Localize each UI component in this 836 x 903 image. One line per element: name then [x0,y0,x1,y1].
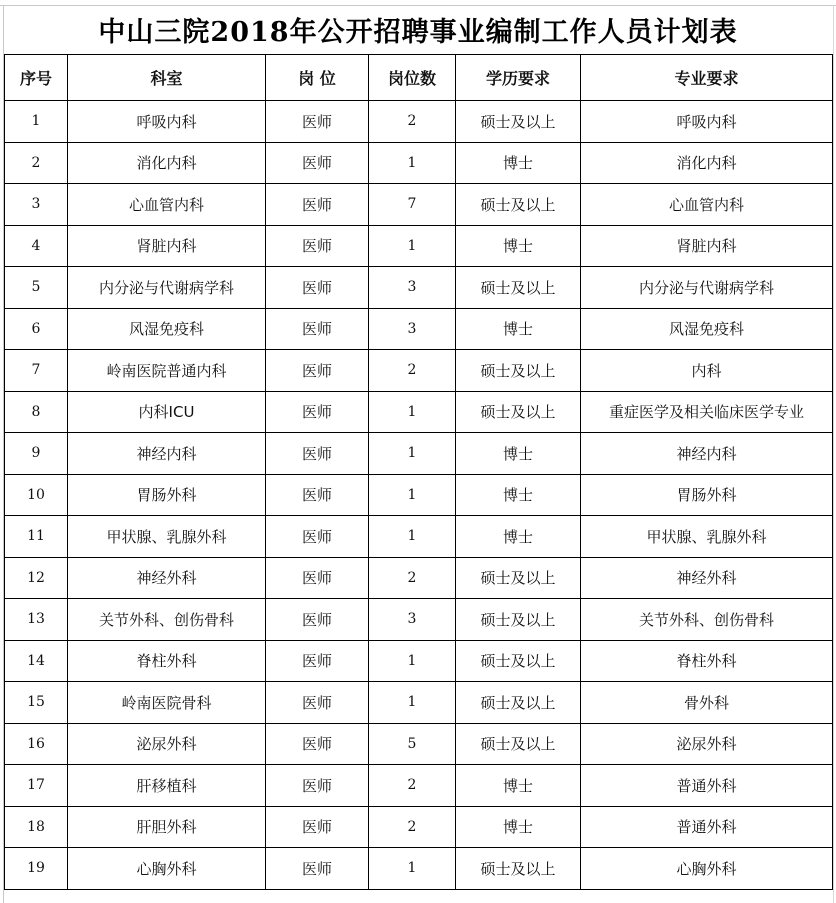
cell-dept[interactable]: 甲状腺、乳腺外科 [68,516,266,558]
cell-count[interactable]: 1 [369,682,456,724]
cell-count[interactable]: 2 [369,350,456,392]
cell-education[interactable]: 博士 [456,433,581,475]
cell-dept[interactable]: 心血管内科 [68,184,266,226]
table-row [5,142,833,184]
cell-count[interactable]: 5 [369,723,456,765]
cell-major[interactable]: 内分泌与代谢病学科 [581,267,833,309]
cell-dept[interactable]: 呼吸内科 [68,101,266,143]
cell-post[interactable]: 医师 [266,640,369,682]
cell-no[interactable]: 1 [5,101,68,143]
cell-major[interactable]: 肾脏内科 [581,225,833,267]
cell-post[interactable]: 医师 [266,765,369,807]
cell-no[interactable]: 14 [5,640,68,682]
cell-post[interactable]: 医师 [266,474,369,516]
cell-education[interactable]: 硕士及以上 [456,267,581,309]
cell-count[interactable]: 1 [369,433,456,475]
cell-no[interactable]: 10 [5,474,68,516]
table-row [5,267,833,309]
cell-no[interactable]: 11 [5,516,68,558]
cell-dept[interactable]: 关节外科、创伤骨科 [68,599,266,641]
cell-major[interactable]: 心血管内科 [581,184,833,226]
cell-count[interactable]: 1 [369,225,456,267]
header-cell-no[interactable]: 序号 [5,55,68,101]
cell-count[interactable]: 2 [369,557,456,599]
cell-dept[interactable]: 岭南医院普通内科 [68,350,266,392]
cell-count[interactable]: 2 [369,101,456,143]
cell-education[interactable]: 博士 [456,806,581,848]
cell-major[interactable]: 风湿免疫科 [581,308,833,350]
cell-no[interactable]: 8 [5,391,68,433]
cell-no[interactable]: 17 [5,765,68,807]
cell-post[interactable]: 医师 [266,350,369,392]
cell-education[interactable]: 硕士及以上 [456,350,581,392]
cell-count[interactable]: 3 [369,308,456,350]
cell-count[interactable]: 7 [369,184,456,226]
cell-post[interactable]: 医师 [266,682,369,724]
cell-count[interactable]: 1 [369,640,456,682]
cell-major[interactable]: 重症医学及相关临床医学专业 [581,391,833,433]
cell-dept[interactable]: 肝移植科 [68,765,266,807]
cell-no[interactable]: 4 [5,225,68,267]
table-row [5,308,833,350]
cell-education[interactable]: 硕士及以上 [456,184,581,226]
cell-no[interactable]: 2 [5,142,68,184]
cell-education[interactable]: 硕士及以上 [456,640,581,682]
cell-count[interactable]: 1 [369,848,456,890]
cell-post[interactable]: 医师 [266,516,369,558]
cell-post[interactable]: 医师 [266,225,369,267]
cell-post[interactable]: 医师 [266,142,369,184]
header-cell-dept[interactable]: 科室 [68,55,266,101]
cell-dept[interactable]: 内科ICU [68,391,266,433]
cell-no[interactable]: 3 [5,184,68,226]
cell-major[interactable]: 关节外科、创伤骨科 [581,599,833,641]
cell-dept[interactable]: 胃肠外科 [68,474,266,516]
cell-dept[interactable]: 神经内科 [68,433,266,475]
table-row [5,184,833,226]
cell-post[interactable]: 医师 [266,723,369,765]
cell-post[interactable]: 医师 [266,557,369,599]
cell-no[interactable]: 9 [5,433,68,475]
table-row [5,765,833,807]
cell-post[interactable]: 医师 [266,101,369,143]
cell-education[interactable]: 硕士及以上 [456,682,581,724]
header-row [5,55,833,101]
cell-no[interactable]: 13 [5,599,68,641]
cell-major[interactable]: 普通外科 [581,806,833,848]
cell-major[interactable]: 消化内科 [581,142,833,184]
cell-post[interactable]: 医师 [266,806,369,848]
table-row [5,391,833,433]
cell-education[interactable]: 硕士及以上 [456,101,581,143]
cell-major[interactable]: 呼吸内科 [581,101,833,143]
cell-major[interactable]: 脊柱外科 [581,640,833,682]
cell-count[interactable]: 1 [369,474,456,516]
table-row [5,640,833,682]
cell-no[interactable]: 7 [5,350,68,392]
cell-education[interactable]: 博士 [456,308,581,350]
cell-post[interactable]: 医师 [266,308,369,350]
cell-education[interactable]: 硕士及以上 [456,599,581,641]
table-row [5,516,833,558]
cell-dept[interactable]: 脊柱外科 [68,640,266,682]
cell-dept[interactable]: 泌尿外科 [68,723,266,765]
table-row [5,682,833,724]
gridline-right [833,5,834,903]
cell-education[interactable]: 博士 [456,474,581,516]
cell-post[interactable]: 医师 [266,433,369,475]
cell-count[interactable]: 1 [369,142,456,184]
cell-education[interactable]: 博士 [456,142,581,184]
cell-education[interactable]: 博士 [456,765,581,807]
cell-dept[interactable]: 心胸外科 [68,848,266,890]
cell-post[interactable]: 医师 [266,391,369,433]
cell-dept[interactable]: 风湿免疫科 [68,308,266,350]
table-row [5,723,833,765]
header-cell-major[interactable]: 专业要求 [581,55,833,101]
header-cell-post[interactable]: 岗 位 [266,55,369,101]
cell-dept[interactable]: 消化内科 [68,142,266,184]
cell-no[interactable]: 6 [5,308,68,350]
cell-education[interactable]: 硕士及以上 [456,848,581,890]
cell-major[interactable]: 心胸外科 [581,848,833,890]
cell-education[interactable]: 硕士及以上 [456,723,581,765]
table-row [5,599,833,641]
table-row [5,557,833,599]
cell-count[interactable]: 1 [369,391,456,433]
page-title[interactable]: 中山三院2018年公开招聘事业编制工作人员计划表 [98,17,738,48]
cell-post[interactable]: 医师 [266,184,369,226]
cell-education[interactable]: 博士 [456,225,581,267]
cell-no[interactable]: 18 [5,806,68,848]
cell-post[interactable]: 医师 [266,848,369,890]
cell-count[interactable]: 3 [369,267,456,309]
cell-dept[interactable]: 神经外科 [68,557,266,599]
cell-major[interactable]: 甲状腺、乳腺外科 [581,516,833,558]
cell-major[interactable]: 内科 [581,350,833,392]
table-body [5,101,833,890]
cell-major[interactable]: 神经内科 [581,433,833,475]
cell-major[interactable]: 骨外科 [581,682,833,724]
cell-dept[interactable]: 肾脏内科 [68,225,266,267]
cell-no[interactable]: 19 [5,848,68,890]
cell-count[interactable]: 3 [369,599,456,641]
table-row [5,474,833,516]
table-row [5,101,833,143]
recruitment-plan-table [4,54,833,890]
cell-post[interactable]: 医师 [266,267,369,309]
cell-no[interactable]: 5 [5,267,68,309]
table-row [5,350,833,392]
cell-dept[interactable]: 肝胆外科 [68,806,266,848]
cell-no[interactable]: 12 [5,557,68,599]
header-cell-education[interactable]: 学历要求 [456,55,581,101]
cell-dept[interactable]: 内分泌与代谢病学科 [68,267,266,309]
table-row [5,225,833,267]
cell-count[interactable]: 2 [369,765,456,807]
cell-no[interactable]: 15 [5,682,68,724]
cell-major[interactable]: 泌尿外科 [581,723,833,765]
cell-education[interactable]: 硕士及以上 [456,557,581,599]
cell-major[interactable]: 普通外科 [581,765,833,807]
cell-post[interactable]: 医师 [266,599,369,641]
header-cell-count[interactable]: 岗位数 [369,55,456,101]
cell-count[interactable]: 1 [369,516,456,558]
cell-major[interactable]: 胃肠外科 [581,474,833,516]
cell-dept[interactable]: 岭南医院骨科 [68,682,266,724]
table-row [5,433,833,475]
table-row [5,848,833,890]
cell-count[interactable]: 2 [369,806,456,848]
table-row [5,806,833,848]
cell-major[interactable]: 神经外科 [581,557,833,599]
cell-education[interactable]: 硕士及以上 [456,391,581,433]
cell-no[interactable]: 16 [5,723,68,765]
cell-education[interactable]: 博士 [456,516,581,558]
